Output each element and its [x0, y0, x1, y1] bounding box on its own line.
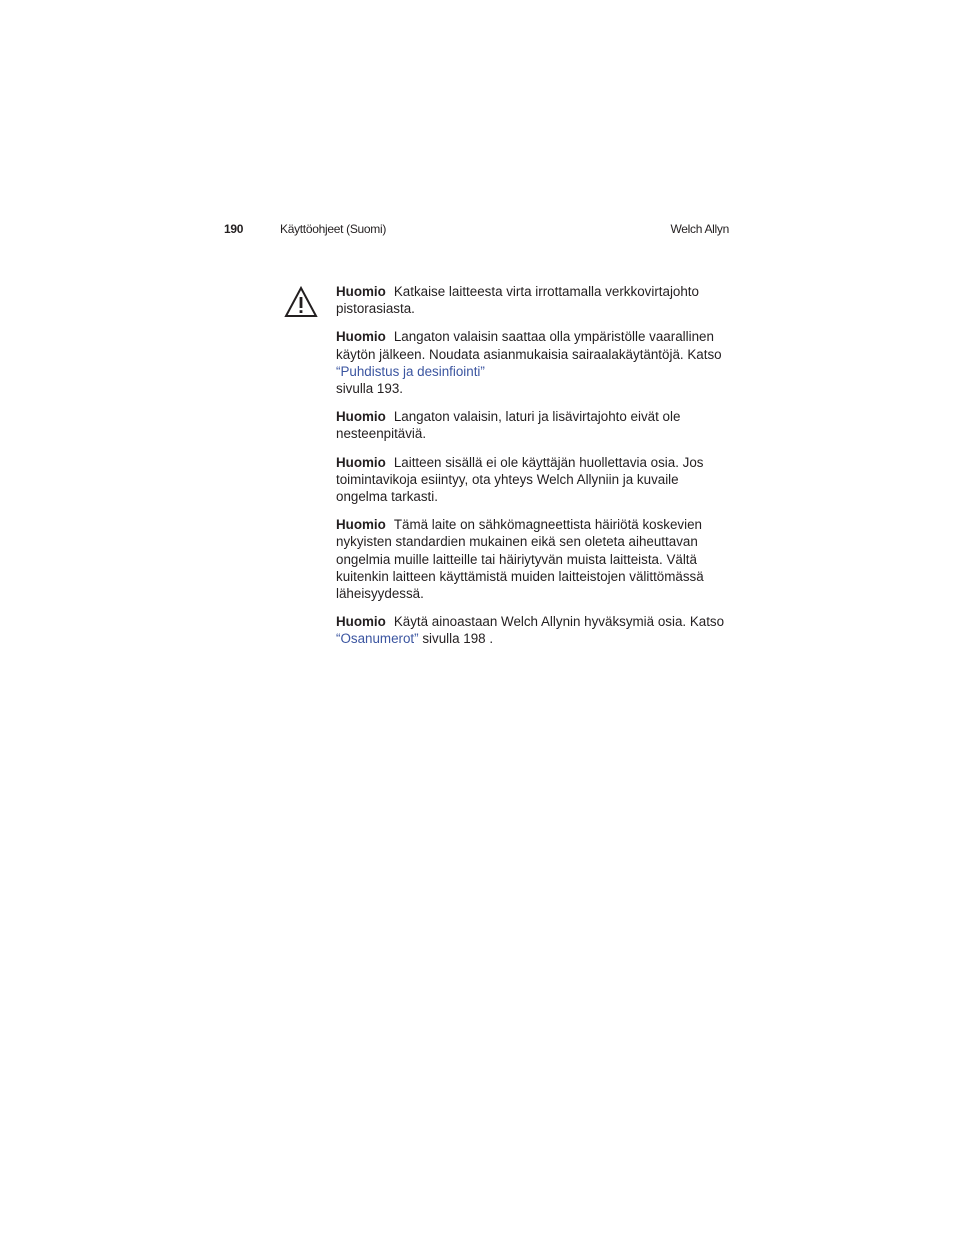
- note-text: Käytä ainoastaan Welch Allynin hyväksymiä osia. Katso: [393, 614, 725, 630]
- cross-reference-link-cleaning[interactable]: “Puhdistus ja desinfiointi”: [336, 363, 485, 379]
- caution-note: [336, 408, 728, 442]
- note-text: sivulla 193.: [336, 381, 403, 397]
- note-label: Huomio: [336, 517, 386, 533]
- brand-name: Welch Allyn: [670, 222, 729, 236]
- note-text: sivulla 198 .: [418, 631, 494, 647]
- note-text: Langaton valaisin saattaa olla ympäristölle vaarallinen käytön jälkeen. Noudata asianmukaisia sairaalakäytäntöjä. Katso: [336, 329, 722, 362]
- note-text: Laitteen sisällä ei ole käyttäjän huollettavia osia. Jos toimintavikoja esiintyy, ota yhteys Welch Allyniin ja kuvaile ongelma tarkasti.: [336, 454, 704, 505]
- document-title: Käyttöohjeet (Suomi): [280, 222, 387, 236]
- caution-note: [336, 613, 728, 647]
- warning-triangle-icon: [284, 285, 318, 319]
- note-label: Huomio: [336, 329, 386, 345]
- caution-notes: [336, 283, 728, 659]
- note-text: Katkaise laitteesta virta irrottamalla verkkovirtajohto pistorasiasta.: [336, 284, 699, 317]
- note-label: Huomio: [336, 409, 386, 425]
- page-number: 190: [224, 222, 244, 236]
- caution-note: [336, 516, 728, 602]
- cross-reference-link-part-numbers[interactable]: “Osanumerot”: [336, 631, 419, 647]
- note-label: Huomio: [336, 284, 386, 299]
- caution-note: [336, 454, 728, 506]
- page-header: [224, 221, 730, 239]
- caution-note: [336, 328, 728, 397]
- note-label: Huomio: [336, 614, 386, 630]
- note-text: Langaton valaisin, laturi ja lisävirtajohto eivät ole nesteenpitäviä.: [336, 409, 681, 442]
- caution-note: [336, 283, 728, 317]
- note-text: Tämä laite on sähkömagneettista häiriötä koskevien nykyisten standardien mukainen eikä sen oleteta aiheuttavan ongelmia muille laitteille tai häiriytyvän muista laitteista. Vältä kuitenkin laitteen käyttämistä muiden laitteistojen välittömässä läheisyydessä.: [336, 517, 704, 602]
- note-label: Huomio: [336, 454, 386, 470]
